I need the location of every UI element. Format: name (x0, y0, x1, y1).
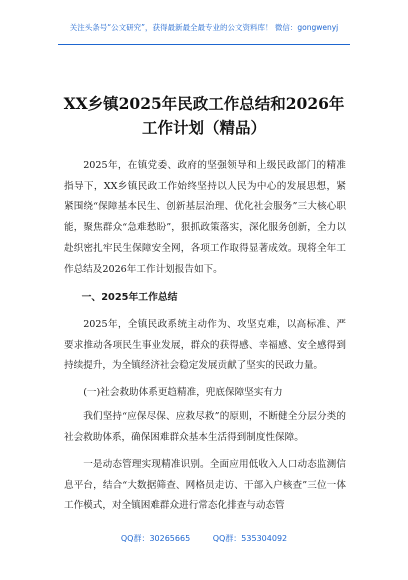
document-title: XX乡镇2025年民政工作总结和2026年工作计划（精品） (63, 94, 345, 137)
header-banner: 关注头条号“公文研究”，获得最新最全最专业的公文资料库！ 微信：gongwenyj (69, 23, 339, 32)
section-summary-paragraph: 2025年，全镇民政系统主动作为、攻坚克难，以高标准、严要求推动各项民生事业发展，群众的获得感、幸福感、安全感得到持续提升，为全镇经济社会稳定发展贡献了坚实的民政力量。 (64, 319, 346, 372)
footer-qq-group-1: QQ群：30265665 (120, 534, 191, 543)
section-heading-summary: 一、2025年工作总结 (81, 292, 178, 303)
subsection-heading-social-assistance: (一)社会救助体系更趋精准，兜底保障坚实有力 (83, 387, 283, 398)
footer-contacts (0, 533, 408, 544)
subsection-point-paragraph: 一是动态管理实现精准识别。全面应用低收入人口动态监测信息平台，结合“大数据筛查、网格员走访、干部入户核查”三位一体工作模式，对全镇困难群众进行常态化排查与动态管 (64, 459, 346, 512)
intro-paragraph: 2025年，在镇党委、政府的坚强领导和上级民政部门的精准指导下，XX乡镇民政工作始终坚持以人民为中心的发展思想，紧紧围绕“保障基本民生、创新基层治理、优化社会服务”三大核心职能，聚焦群众“急难愁盼”，狠抓政策落实，深化服务创新，全力以赴织密扎牢民生保障安全网，各项工作取得显著成效。现将全年工作总结及2026年工作计划报告如下。 (64, 160, 346, 275)
footer-qq-group-2: QQ群：535304092 (212, 534, 288, 543)
subsection-paragraph: 我们坚持“应保尽保、应救尽救”的原则，不断健全分层分类的社会救助体系，确保困难群众基本生活得到制度性保障。 (64, 411, 346, 443)
header-divider (58, 44, 350, 45)
